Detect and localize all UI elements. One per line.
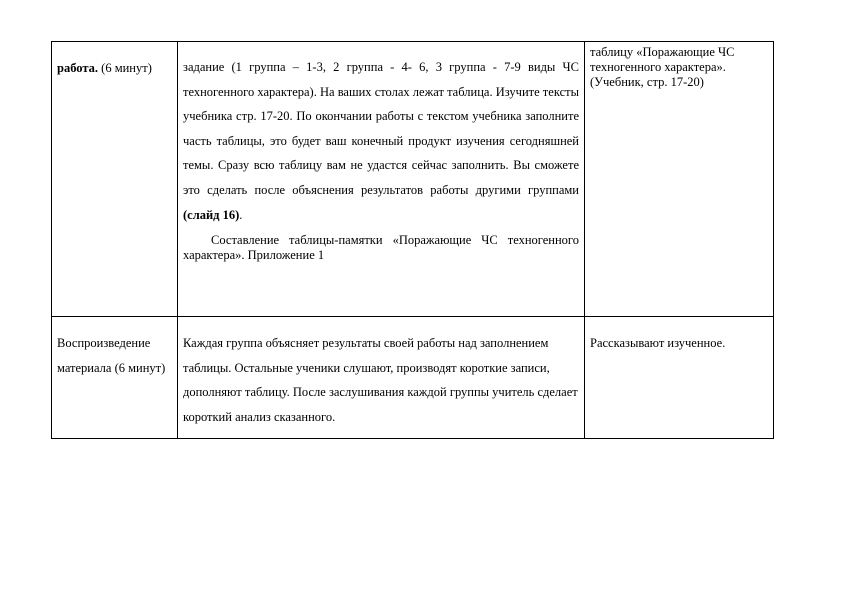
table-row — [52, 317, 774, 439]
lesson-plan-table — [51, 41, 774, 439]
task-text: задание (1 группа – 1-3, 2 группа - 4- 6, 3 группа - 7-9 виды ЧС техногенного характера). На ваших столах лежат таблица. Изучите тексты учебника стр. 17-20. По окончании работы с текстом учебника заполните часть таблицы, это будет ваш конечный продукт изучения сегодняшней темы. Сразу всю таблицу вам не удастся сейчас заполнить. Вы сможете это сделать после объяснения результатов работы другими группами — [183, 60, 579, 197]
result-cell: Рассказывают изученное. — [585, 317, 774, 439]
task-cell: Каждая группа объясняет результаты своей работы над заполнением таблицы. Остальные ученики слушают, производят короткие записи, дополняют таблицу. После заслушивания каждой группы учитель сделает короткий анализ сказанного. — [178, 317, 585, 439]
stage-duration: (6 минут) — [98, 61, 152, 75]
task-text-end: . — [239, 207, 243, 222]
result-cell: таблицу «Поражающие ЧС техногенного характера». (Учебник, стр. 17-20) — [585, 42, 774, 317]
stage-cell: Воспроизведение материала (6 минут) — [52, 317, 178, 439]
stage-title: работа. — [57, 61, 99, 75]
table-row — [52, 42, 774, 317]
stage-cell — [52, 42, 178, 317]
slide-reference: (слайд 16) — [183, 207, 240, 222]
appendix-text: Составление таблицы-памятки «Поражающие ЧС техногенного характера». Приложение 1 — [183, 233, 579, 263]
task-cell — [178, 42, 585, 317]
